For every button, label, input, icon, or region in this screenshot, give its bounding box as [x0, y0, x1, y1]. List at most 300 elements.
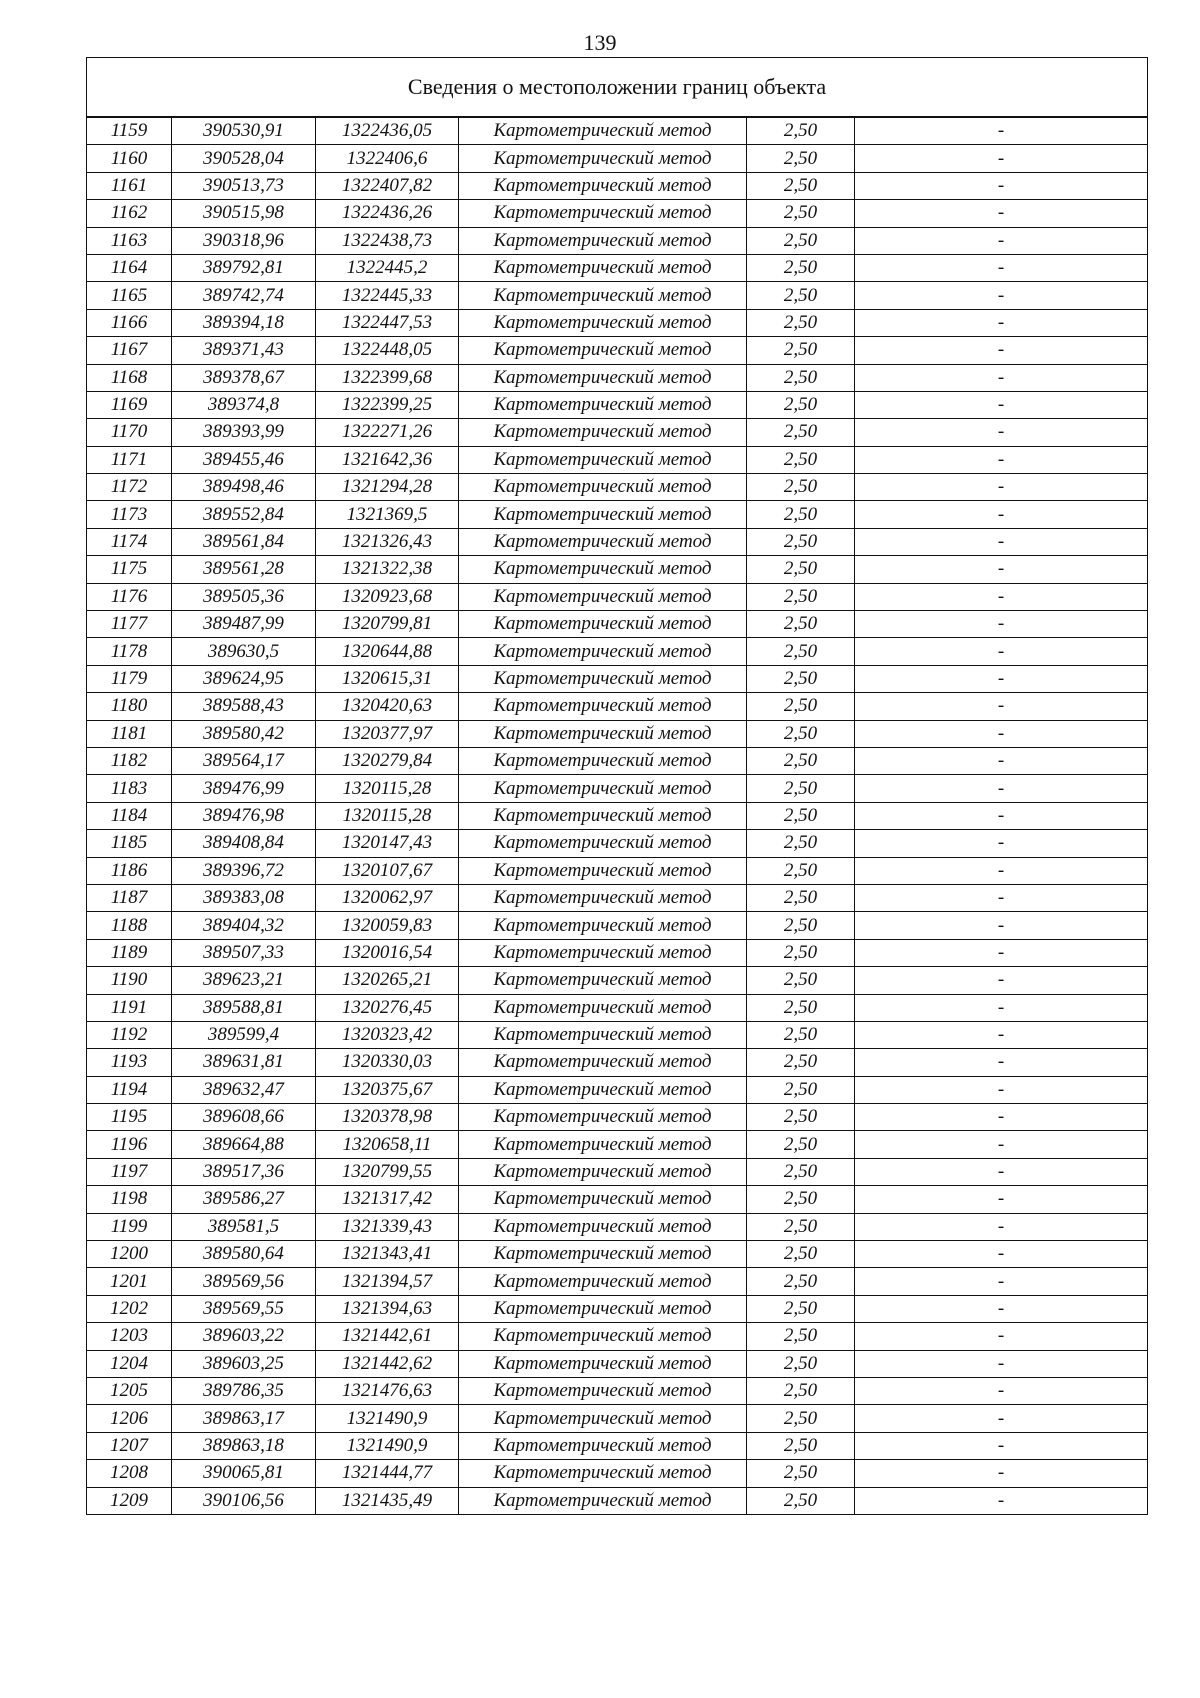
cell-accuracy: 2,50	[747, 1432, 855, 1459]
cell-x-coordinate: 389476,98	[172, 802, 316, 829]
cell-x-coordinate: 389374,8	[172, 391, 316, 418]
cell-accuracy: 2,50	[747, 1487, 855, 1514]
cell-y-coordinate: 1322447,53	[316, 309, 459, 336]
cell-method: Картометрический метод	[459, 474, 747, 501]
cell-x-coordinate: 390065,81	[172, 1460, 316, 1487]
cell-accuracy: 2,50	[747, 638, 855, 665]
cell-y-coordinate: 1321294,28	[316, 474, 459, 501]
cell-y-coordinate: 1321444,77	[316, 1460, 459, 1487]
cell-point-number: 1181	[87, 720, 172, 747]
cell-accuracy: 2,50	[747, 1213, 855, 1240]
table-row	[87, 638, 1148, 665]
cell-description: -	[855, 994, 1148, 1021]
cell-point-number: 1193	[87, 1049, 172, 1076]
table-row	[87, 391, 1148, 418]
cell-y-coordinate: 1321322,38	[316, 556, 459, 583]
cell-method: Картометрический метод	[459, 939, 747, 966]
cell-method: Картометрический метод	[459, 830, 747, 857]
table-row	[87, 693, 1148, 720]
cell-description: -	[855, 391, 1148, 418]
cell-x-coordinate: 389863,18	[172, 1432, 316, 1459]
cell-x-coordinate: 389742,74	[172, 282, 316, 309]
cell-description: -	[855, 583, 1148, 610]
page-number: 139	[583, 30, 617, 55]
cell-y-coordinate: 1320378,98	[316, 1104, 459, 1131]
cell-x-coordinate: 389498,46	[172, 474, 316, 501]
cell-x-coordinate: 389505,36	[172, 583, 316, 610]
cell-description: -	[855, 446, 1148, 473]
cell-accuracy: 2,50	[747, 1186, 855, 1213]
table-row	[87, 720, 1148, 747]
cell-method: Картометрический метод	[459, 1432, 747, 1459]
cell-y-coordinate: 1321490,9	[316, 1405, 459, 1432]
cell-description: -	[855, 282, 1148, 309]
cell-y-coordinate: 1321394,63	[316, 1295, 459, 1322]
cell-point-number: 1203	[87, 1323, 172, 1350]
cell-description: -	[855, 1323, 1148, 1350]
table-row	[87, 1213, 1148, 1240]
cell-x-coordinate: 389581,5	[172, 1213, 316, 1240]
cell-method: Картометрический метод	[459, 1076, 747, 1103]
cell-point-number: 1166	[87, 309, 172, 336]
cell-point-number: 1185	[87, 830, 172, 857]
cell-accuracy: 2,50	[747, 1104, 855, 1131]
cell-point-number: 1168	[87, 364, 172, 391]
table-row	[87, 1049, 1148, 1076]
cell-x-coordinate: 389569,56	[172, 1268, 316, 1295]
cell-point-number: 1189	[87, 939, 172, 966]
cell-description: -	[855, 1131, 1148, 1158]
cell-method: Картометрический метод	[459, 884, 747, 911]
cell-method: Картометрический метод	[459, 912, 747, 939]
cell-accuracy: 2,50	[747, 117, 855, 145]
cell-x-coordinate: 389792,81	[172, 254, 316, 281]
cell-method: Картометрический метод	[459, 857, 747, 884]
cell-description: -	[855, 1405, 1148, 1432]
cell-accuracy: 2,50	[747, 802, 855, 829]
table-row	[87, 1104, 1148, 1131]
cell-description: -	[855, 1432, 1148, 1459]
cell-accuracy: 2,50	[747, 1405, 855, 1432]
cell-y-coordinate: 1320799,81	[316, 611, 459, 638]
cell-y-coordinate: 1322406,6	[316, 145, 459, 172]
cell-x-coordinate: 389863,17	[172, 1405, 316, 1432]
cell-description: -	[855, 720, 1148, 747]
cell-y-coordinate: 1320799,55	[316, 1158, 459, 1185]
table-row	[87, 967, 1148, 994]
cell-x-coordinate: 389580,42	[172, 720, 316, 747]
cell-y-coordinate: 1320265,21	[316, 967, 459, 994]
cell-accuracy: 2,50	[747, 446, 855, 473]
cell-accuracy: 2,50	[747, 884, 855, 911]
cell-accuracy: 2,50	[747, 583, 855, 610]
table-row	[87, 200, 1148, 227]
cell-point-number: 1207	[87, 1432, 172, 1459]
cell-x-coordinate: 389371,43	[172, 337, 316, 364]
cell-method: Картометрический метод	[459, 145, 747, 172]
cell-x-coordinate: 389561,84	[172, 528, 316, 555]
cell-point-number: 1182	[87, 747, 172, 774]
cell-method: Картометрический метод	[459, 1295, 747, 1322]
cell-accuracy: 2,50	[747, 611, 855, 638]
cell-x-coordinate: 389517,36	[172, 1158, 316, 1185]
boundary-coordinates-table	[86, 57, 1148, 1515]
cell-x-coordinate: 390318,96	[172, 227, 316, 254]
cell-point-number: 1175	[87, 556, 172, 583]
table-row	[87, 611, 1148, 638]
cell-x-coordinate: 389623,21	[172, 967, 316, 994]
table-row	[87, 145, 1148, 172]
cell-y-coordinate: 1321490,9	[316, 1432, 459, 1459]
cell-point-number: 1201	[87, 1268, 172, 1295]
cell-method: Картометрический метод	[459, 693, 747, 720]
cell-method: Картометрический метод	[459, 583, 747, 610]
cell-accuracy: 2,50	[747, 391, 855, 418]
cell-x-coordinate: 389603,22	[172, 1323, 316, 1350]
table-row	[87, 1186, 1148, 1213]
cell-x-coordinate: 389630,5	[172, 638, 316, 665]
cell-point-number: 1198	[87, 1186, 172, 1213]
cell-accuracy: 2,50	[747, 665, 855, 692]
table-row	[87, 747, 1148, 774]
cell-x-coordinate: 390530,91	[172, 117, 316, 145]
cell-y-coordinate: 1322445,2	[316, 254, 459, 281]
cell-y-coordinate: 1322445,33	[316, 282, 459, 309]
cell-description: -	[855, 145, 1148, 172]
cell-accuracy: 2,50	[747, 857, 855, 884]
cell-accuracy: 2,50	[747, 145, 855, 172]
cell-description: -	[855, 227, 1148, 254]
table-row	[87, 1268, 1148, 1295]
table-row	[87, 802, 1148, 829]
cell-point-number: 1205	[87, 1377, 172, 1404]
cell-point-number: 1191	[87, 994, 172, 1021]
cell-description: -	[855, 1104, 1148, 1131]
cell-y-coordinate: 1321343,41	[316, 1241, 459, 1268]
cell-point-number: 1192	[87, 1021, 172, 1048]
cell-method: Картометрический метод	[459, 1158, 747, 1185]
cell-point-number: 1159	[87, 117, 172, 145]
cell-point-number: 1180	[87, 693, 172, 720]
cell-description: -	[855, 1377, 1148, 1404]
cell-method: Картометрический метод	[459, 1460, 747, 1487]
cell-accuracy: 2,50	[747, 1021, 855, 1048]
cell-x-coordinate: 389608,66	[172, 1104, 316, 1131]
table-row	[87, 665, 1148, 692]
cell-point-number: 1165	[87, 282, 172, 309]
cell-description: -	[855, 1268, 1148, 1295]
cell-point-number: 1177	[87, 611, 172, 638]
cell-description: -	[855, 117, 1148, 145]
cell-accuracy: 2,50	[747, 1323, 855, 1350]
table-body	[87, 117, 1148, 1514]
table-row	[87, 419, 1148, 446]
table-row	[87, 939, 1148, 966]
cell-point-number: 1209	[87, 1487, 172, 1514]
cell-description: -	[855, 1241, 1148, 1268]
cell-method: Картометрический метод	[459, 556, 747, 583]
cell-description: -	[855, 1186, 1148, 1213]
cell-method: Картометрический метод	[459, 1268, 747, 1295]
cell-point-number: 1206	[87, 1405, 172, 1432]
cell-y-coordinate: 1322399,68	[316, 364, 459, 391]
table-row	[87, 337, 1148, 364]
cell-method: Картометрический метод	[459, 364, 747, 391]
cell-method: Картометрический метод	[459, 1186, 747, 1213]
cell-y-coordinate: 1322436,05	[316, 117, 459, 145]
cell-method: Картометрический метод	[459, 802, 747, 829]
table-caption-row	[87, 58, 1148, 118]
cell-description: -	[855, 200, 1148, 227]
cell-point-number: 1161	[87, 172, 172, 199]
cell-accuracy: 2,50	[747, 967, 855, 994]
cell-y-coordinate: 1320276,45	[316, 994, 459, 1021]
cell-accuracy: 2,50	[747, 172, 855, 199]
cell-description: -	[855, 830, 1148, 857]
cell-description: -	[855, 775, 1148, 802]
cell-method: Картометрический метод	[459, 967, 747, 994]
cell-y-coordinate: 1320062,97	[316, 884, 459, 911]
cell-point-number: 1204	[87, 1350, 172, 1377]
table-row	[87, 1350, 1148, 1377]
cell-x-coordinate: 390513,73	[172, 172, 316, 199]
cell-description: -	[855, 1295, 1148, 1322]
table-row	[87, 1076, 1148, 1103]
table-row	[87, 912, 1148, 939]
cell-method: Картометрический метод	[459, 227, 747, 254]
cell-description: -	[855, 1158, 1148, 1185]
table-row	[87, 501, 1148, 528]
cell-y-coordinate: 1320323,42	[316, 1021, 459, 1048]
cell-accuracy: 2,50	[747, 309, 855, 336]
table-row	[87, 1487, 1148, 1514]
cell-accuracy: 2,50	[747, 1460, 855, 1487]
cell-description: -	[855, 1487, 1148, 1514]
cell-method: Картометрический метод	[459, 309, 747, 336]
cell-x-coordinate: 389580,64	[172, 1241, 316, 1268]
cell-x-coordinate: 390528,04	[172, 145, 316, 172]
table-row	[87, 364, 1148, 391]
cell-x-coordinate: 389378,67	[172, 364, 316, 391]
cell-x-coordinate: 389383,08	[172, 884, 316, 911]
cell-description: -	[855, 884, 1148, 911]
cell-accuracy: 2,50	[747, 200, 855, 227]
cell-method: Картометрический метод	[459, 1213, 747, 1240]
cell-accuracy: 2,50	[747, 1158, 855, 1185]
cell-point-number: 1163	[87, 227, 172, 254]
table-row	[87, 309, 1148, 336]
cell-accuracy: 2,50	[747, 939, 855, 966]
cell-point-number: 1162	[87, 200, 172, 227]
cell-accuracy: 2,50	[747, 1241, 855, 1268]
cell-y-coordinate: 1321339,43	[316, 1213, 459, 1240]
cell-point-number: 1190	[87, 967, 172, 994]
cell-accuracy: 2,50	[747, 720, 855, 747]
cell-x-coordinate: 389588,43	[172, 693, 316, 720]
cell-point-number: 1167	[87, 337, 172, 364]
cell-accuracy: 2,50	[747, 419, 855, 446]
cell-accuracy: 2,50	[747, 474, 855, 501]
table-caption: Сведения о местоположении границ объекта	[87, 58, 1148, 118]
cell-y-coordinate: 1320330,03	[316, 1049, 459, 1076]
cell-y-coordinate: 1321369,5	[316, 501, 459, 528]
cell-x-coordinate: 389561,28	[172, 556, 316, 583]
cell-y-coordinate: 1320375,67	[316, 1076, 459, 1103]
cell-y-coordinate: 1321326,43	[316, 528, 459, 555]
cell-description: -	[855, 693, 1148, 720]
cell-x-coordinate: 389624,95	[172, 665, 316, 692]
cell-point-number: 1187	[87, 884, 172, 911]
cell-accuracy: 2,50	[747, 775, 855, 802]
cell-y-coordinate: 1320279,84	[316, 747, 459, 774]
table-row	[87, 1131, 1148, 1158]
cell-description: -	[855, 967, 1148, 994]
cell-accuracy: 2,50	[747, 227, 855, 254]
cell-description: -	[855, 1076, 1148, 1103]
cell-method: Картометрический метод	[459, 665, 747, 692]
cell-y-coordinate: 1320115,28	[316, 775, 459, 802]
cell-method: Картометрический метод	[459, 282, 747, 309]
cell-description: -	[855, 419, 1148, 446]
cell-x-coordinate: 389408,84	[172, 830, 316, 857]
table-row	[87, 775, 1148, 802]
table-row	[87, 884, 1148, 911]
cell-description: -	[855, 528, 1148, 555]
cell-x-coordinate: 389631,81	[172, 1049, 316, 1076]
cell-x-coordinate: 389487,99	[172, 611, 316, 638]
cell-x-coordinate: 389552,84	[172, 501, 316, 528]
cell-x-coordinate: 389564,17	[172, 747, 316, 774]
cell-method: Картометрический метод	[459, 1104, 747, 1131]
cell-point-number: 1202	[87, 1295, 172, 1322]
cell-method: Картометрический метод	[459, 501, 747, 528]
cell-description: -	[855, 1350, 1148, 1377]
cell-y-coordinate: 1320107,67	[316, 857, 459, 884]
cell-method: Картометрический метод	[459, 117, 747, 145]
cell-description: -	[855, 611, 1148, 638]
cell-method: Картометрический метод	[459, 1049, 747, 1076]
cell-x-coordinate: 390106,56	[172, 1487, 316, 1514]
cell-description: -	[855, 939, 1148, 966]
table-row	[87, 1405, 1148, 1432]
cell-y-coordinate: 1322448,05	[316, 337, 459, 364]
table-row	[87, 583, 1148, 610]
cell-point-number: 1174	[87, 528, 172, 555]
cell-description: -	[855, 747, 1148, 774]
cell-method: Картометрический метод	[459, 1241, 747, 1268]
cell-point-number: 1171	[87, 446, 172, 473]
cell-point-number: 1196	[87, 1131, 172, 1158]
cell-description: -	[855, 1460, 1148, 1487]
cell-point-number: 1160	[87, 145, 172, 172]
table-row	[87, 117, 1148, 145]
cell-point-number: 1194	[87, 1076, 172, 1103]
cell-y-coordinate: 1321435,49	[316, 1487, 459, 1514]
cell-point-number: 1186	[87, 857, 172, 884]
cell-point-number: 1170	[87, 419, 172, 446]
cell-x-coordinate: 389786,35	[172, 1377, 316, 1404]
cell-accuracy: 2,50	[747, 994, 855, 1021]
table-row	[87, 830, 1148, 857]
cell-point-number: 1200	[87, 1241, 172, 1268]
cell-accuracy: 2,50	[747, 1268, 855, 1295]
cell-method: Картометрический метод	[459, 775, 747, 802]
cell-method: Картометрический метод	[459, 446, 747, 473]
cell-x-coordinate: 389394,18	[172, 309, 316, 336]
table-row	[87, 556, 1148, 583]
cell-accuracy: 2,50	[747, 1350, 855, 1377]
cell-method: Картометрический метод	[459, 1021, 747, 1048]
cell-y-coordinate: 1322438,73	[316, 227, 459, 254]
cell-point-number: 1188	[87, 912, 172, 939]
cell-description: -	[855, 501, 1148, 528]
cell-description: -	[855, 172, 1148, 199]
cell-method: Картометрический метод	[459, 1131, 747, 1158]
cell-method: Картометрический метод	[459, 1323, 747, 1350]
table-row	[87, 172, 1148, 199]
cell-description: -	[855, 1049, 1148, 1076]
cell-method: Картометрический метод	[459, 1377, 747, 1404]
cell-y-coordinate: 1322271,26	[316, 419, 459, 446]
cell-description: -	[855, 857, 1148, 884]
cell-description: -	[855, 337, 1148, 364]
cell-y-coordinate: 1320377,97	[316, 720, 459, 747]
cell-y-coordinate: 1321476,63	[316, 1377, 459, 1404]
cell-method: Картометрический метод	[459, 391, 747, 418]
table-row	[87, 474, 1148, 501]
cell-x-coordinate: 389396,72	[172, 857, 316, 884]
table-row	[87, 994, 1148, 1021]
cell-x-coordinate: 389393,99	[172, 419, 316, 446]
cell-y-coordinate: 1320923,68	[316, 583, 459, 610]
cell-method: Картометрический метод	[459, 254, 747, 281]
cell-x-coordinate: 389632,47	[172, 1076, 316, 1103]
cell-x-coordinate: 390515,98	[172, 200, 316, 227]
cell-description: -	[855, 1213, 1148, 1240]
table-row	[87, 1021, 1148, 1048]
cell-x-coordinate: 389455,46	[172, 446, 316, 473]
table-row	[87, 227, 1148, 254]
cell-point-number: 1179	[87, 665, 172, 692]
cell-x-coordinate: 389586,27	[172, 1186, 316, 1213]
cell-y-coordinate: 1320147,43	[316, 830, 459, 857]
cell-y-coordinate: 1320059,83	[316, 912, 459, 939]
table-row	[87, 446, 1148, 473]
cell-y-coordinate: 1322407,82	[316, 172, 459, 199]
cell-y-coordinate: 1320115,28	[316, 802, 459, 829]
table-row	[87, 282, 1148, 309]
cell-point-number: 1184	[87, 802, 172, 829]
cell-method: Картометрический метод	[459, 1350, 747, 1377]
cell-description: -	[855, 665, 1148, 692]
cell-point-number: 1176	[87, 583, 172, 610]
cell-accuracy: 2,50	[747, 337, 855, 364]
cell-accuracy: 2,50	[747, 501, 855, 528]
cell-x-coordinate: 389599,4	[172, 1021, 316, 1048]
cell-method: Картометрический метод	[459, 611, 747, 638]
cell-y-coordinate: 1320016,54	[316, 939, 459, 966]
cell-accuracy: 2,50	[747, 693, 855, 720]
table-row	[87, 1323, 1148, 1350]
cell-y-coordinate: 1320644,88	[316, 638, 459, 665]
table-row	[87, 1158, 1148, 1185]
cell-description: -	[855, 254, 1148, 281]
cell-accuracy: 2,50	[747, 528, 855, 555]
cell-x-coordinate: 389664,88	[172, 1131, 316, 1158]
cell-method: Картометрический метод	[459, 1487, 747, 1514]
cell-accuracy: 2,50	[747, 1377, 855, 1404]
cell-point-number: 1183	[87, 775, 172, 802]
